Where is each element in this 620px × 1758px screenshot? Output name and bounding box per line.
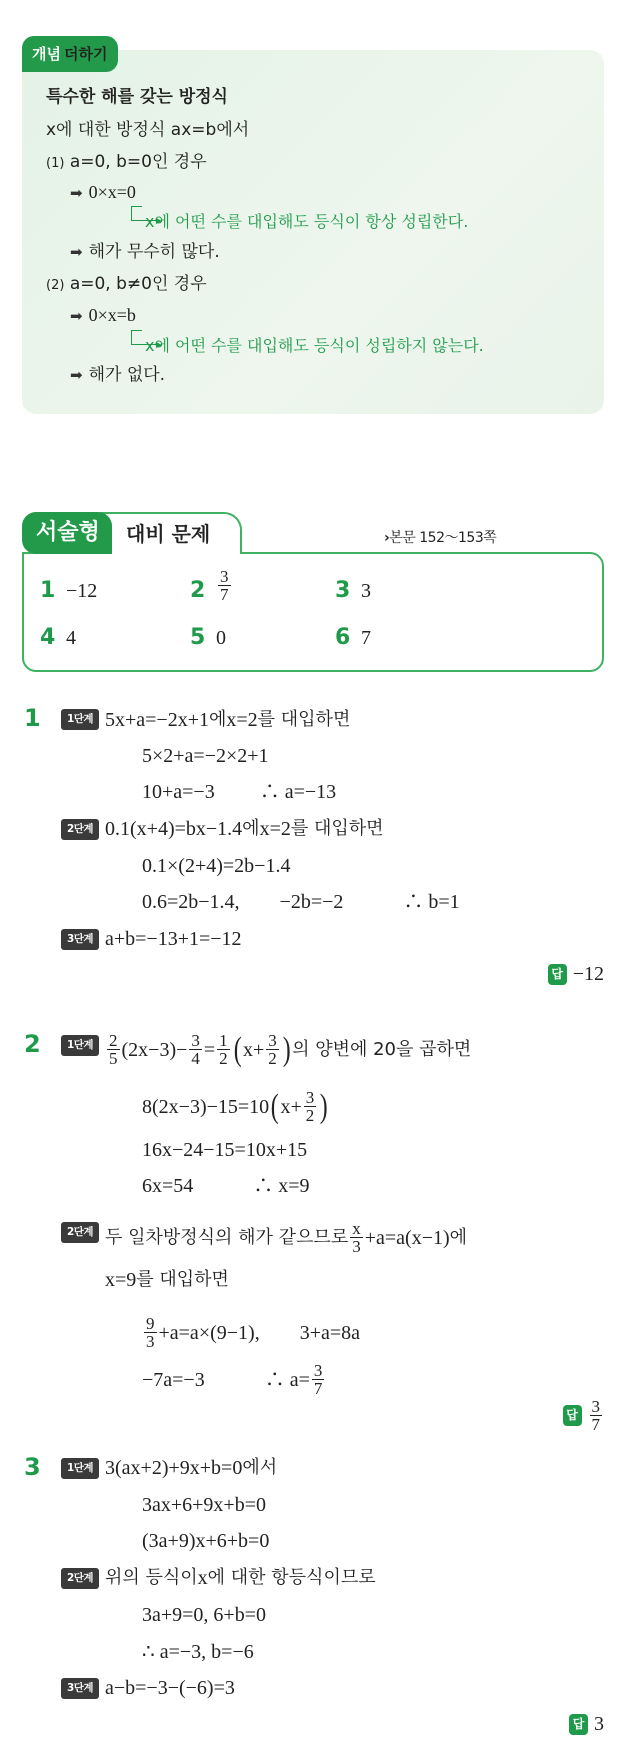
case1-result [70, 240, 220, 264]
solution-line [142, 1492, 266, 1518]
big-parenthesis: ) [282, 1030, 291, 1068]
solution-line [142, 1089, 330, 1124]
solution-line [142, 1173, 310, 1199]
answers-tab-label-1: 서술형 [22, 512, 112, 554]
solution-line [105, 1455, 277, 1481]
math-text: 3 [594, 1713, 604, 1735]
math-text: 6x=54 ∴ x=9 [142, 1175, 310, 1197]
math-text: +a=a(x−1) [364, 1226, 450, 1249]
case2-condition [46, 272, 207, 296]
final-answer [569, 1713, 604, 1736]
solution-line [142, 1137, 307, 1163]
step-badge: 3단계 [61, 929, 99, 950]
arrow-right-icon: ➡ [70, 184, 83, 202]
final-answer-value [573, 963, 604, 986]
math-text: 16x−24−15=10x+15 [142, 1139, 308, 1161]
denominator: 7 [591, 1415, 600, 1434]
korean-text: 에 대한 항등식이므로 [207, 1567, 376, 1588]
korean-text: 를 대입하면 [257, 709, 351, 730]
math-text: x [197, 1567, 208, 1589]
math-text: ∴ a=−3, b=−6 [142, 1641, 254, 1663]
numerator: 3 [220, 567, 229, 586]
answer-value [216, 568, 233, 603]
numerator: 3 [305, 1088, 315, 1107]
problem-number: 1 [24, 704, 41, 732]
denominator: 2 [305, 1106, 315, 1125]
fraction [189, 1032, 202, 1067]
case1-equation-text: 0×x=0 [88, 182, 136, 202]
fraction [218, 568, 231, 603]
answer-value: 7 [361, 627, 371, 649]
korean-text: 를 대입하면 [136, 1269, 229, 1290]
fraction [304, 1089, 317, 1124]
answer-badge: 답 [563, 1405, 582, 1426]
solution-line [105, 707, 350, 733]
big-parenthesis: ( [270, 1087, 279, 1125]
numerator: 2 [109, 1031, 118, 1050]
math-text: a−b=−3−(−6)=3 [105, 1677, 235, 1699]
answer-value: 0 [216, 627, 226, 649]
math-text: x+ [280, 1095, 302, 1118]
case2-condition-text: a=0, b≠0인 경우 [69, 274, 207, 294]
case1-equation [70, 180, 136, 204]
numerator: 1 [219, 1031, 228, 1050]
answer-number: 2 [190, 578, 206, 603]
math-text: x=9 [105, 1269, 137, 1291]
math-text: −7a=−3 ∴ a= [142, 1368, 310, 1391]
denominator: 7 [220, 585, 229, 604]
step-badge: 1단계 [61, 1458, 99, 1479]
math-text: 0.6=2b−1.4, −2b=−2 ∴ b=1 [142, 891, 460, 913]
answer-badge: 답 [548, 964, 567, 985]
answers-tab-label-2-text: 대비 문제 [126, 522, 211, 546]
solution-line [105, 1565, 376, 1591]
solution-line [105, 1267, 229, 1293]
fraction [312, 1362, 325, 1397]
math-text: 3a+9=0, 6+b=0 [142, 1604, 266, 1626]
korean-text: 위의 등식이 [105, 1567, 198, 1588]
answer-number: 3 [335, 578, 351, 603]
final-answer [548, 963, 604, 986]
concept-intro: x에 대한 방정식 ax=b에서 [46, 120, 250, 140]
solution-line [142, 1602, 266, 1628]
fraction [266, 1032, 279, 1067]
fraction [107, 1032, 120, 1067]
solution-line [105, 1032, 471, 1067]
answer-number: 4 [40, 625, 56, 650]
solution-line [105, 1675, 235, 1701]
answers-box [22, 552, 604, 672]
case2-result-text: 해가 없다. [88, 365, 166, 385]
fraction [144, 1315, 157, 1350]
solution-line [105, 816, 384, 842]
answer-number: 1 [40, 578, 56, 603]
math-text: x=2 [226, 709, 258, 731]
korean-text: 에서 [242, 1457, 278, 1478]
answer-value: 4 [66, 627, 76, 649]
final-answer-value [588, 1398, 605, 1433]
math-text: (2x−3)− [121, 1038, 188, 1061]
fraction [350, 1220, 363, 1255]
fraction [590, 1398, 603, 1433]
korean-text: 의 양변에 20을 곱하면 [292, 1038, 472, 1060]
answer-badge: 답 [569, 1714, 588, 1735]
solution-line [142, 779, 336, 805]
math-text: 5x+a=−2x+1 [105, 709, 209, 731]
math-text: 3ax+6+9x+b=0 [142, 1494, 266, 1516]
solution-line [142, 1315, 360, 1350]
math-text: 5×2+a=−2×2+1 [142, 745, 269, 767]
case2-label: (2) [46, 278, 65, 293]
case1-result-text: 해가 무수히 많다. [88, 242, 220, 262]
denominator: 5 [109, 1049, 118, 1068]
case1-condition [46, 150, 207, 174]
math-text: x=2 [259, 818, 291, 840]
case1-condition-text: a=0, b=0인 경우 [69, 152, 207, 172]
concept-title: 특수한 해를 갖는 방정식 [46, 87, 228, 107]
step-badge: 1단계 [61, 1035, 99, 1056]
denominator: 3 [146, 1332, 155, 1351]
denominator: 2 [219, 1049, 228, 1068]
math-text: (3a+9)x+6+b=0 [142, 1530, 270, 1552]
denominator: 4 [191, 1049, 200, 1068]
answer-value: 3 [361, 580, 371, 602]
final-answer [563, 1398, 605, 1433]
step-badge: 1단계 [61, 709, 99, 730]
math-text: 8(2x−3)−15=10 [142, 1095, 270, 1118]
step-badge: 2단계 [61, 1568, 99, 1589]
denominator: 2 [268, 1049, 277, 1068]
numerator: 9 [146, 1314, 155, 1333]
solution-line [105, 1220, 467, 1255]
case2-result [70, 363, 165, 387]
numerator: 3 [313, 1361, 323, 1380]
math-text: −12 [572, 963, 604, 985]
korean-text: 두 일차방정식의 해가 같으므로 [105, 1226, 349, 1248]
concept-tab [22, 36, 118, 72]
fraction [217, 1032, 230, 1067]
korean-text: 를 대입하면 [290, 818, 384, 839]
denominator: 7 [313, 1379, 323, 1398]
problem-number: 2 [24, 1030, 41, 1058]
math-text: 0.1(x+4)=bx−1.4 [105, 818, 243, 840]
arrow-right-icon: ➡ [70, 307, 83, 325]
arrow-right-icon: ➡ [70, 243, 83, 261]
concept-tab-label-2: 더하기 [63, 45, 108, 63]
solution-line [142, 853, 290, 879]
solution-line [142, 743, 269, 769]
math-text: a+b=−13+1=−12 [105, 928, 242, 950]
big-parenthesis: ) [319, 1087, 328, 1125]
answer-value: −12 [66, 580, 98, 602]
solution-line [142, 1528, 269, 1554]
korean-text: 에 [242, 818, 260, 839]
math-text: 10+a=−3 ∴ a=−13 [142, 781, 337, 803]
solution-line [142, 1362, 326, 1397]
math-text: 3(ax+2)+9x+b=0 [105, 1457, 243, 1479]
denominator: 3 [352, 1237, 361, 1256]
answer-number: 6 [335, 625, 351, 650]
final-answer-value [594, 1713, 604, 1736]
case2-note: x에 어떤 수를 대입해도 등식이 성립하지 않는다. [145, 336, 484, 355]
numerator: 3 [591, 1397, 600, 1416]
answers-tab-label-2 [100, 512, 242, 554]
solution-line [142, 889, 460, 915]
math-text: = [203, 1038, 216, 1061]
page-reference-text: 본문 152～153쪽 [389, 530, 497, 546]
arrow-right-icon: ➡ [70, 366, 83, 384]
step-badge: 2단계 [61, 819, 99, 840]
concept-tab-label-1: 개념 [32, 45, 61, 63]
answer-number: 5 [190, 625, 206, 650]
math-text: 0.1×(2+4)=2b−1.4 [142, 855, 291, 877]
numerator: 3 [191, 1031, 200, 1050]
big-parenthesis: ( [233, 1030, 242, 1068]
korean-text: 에 [449, 1226, 468, 1248]
numerator: x [352, 1219, 361, 1238]
chevron-right-icon: › [384, 530, 390, 546]
math-text: +a=a×(9−1), 3+a=8a [158, 1321, 361, 1344]
case2-equation [70, 303, 136, 327]
case2-equation-text: 0×x=b [88, 305, 136, 325]
step-badge: 3단계 [61, 1678, 99, 1699]
numerator: 3 [268, 1031, 277, 1050]
case1-note: x에 어떤 수를 대입해도 등식이 항상 성립한다. [145, 212, 469, 231]
page-reference [384, 527, 496, 547]
korean-text: 에 [209, 709, 227, 730]
case1-label: (1) [46, 156, 65, 171]
solution-line [142, 1639, 254, 1665]
math-text: x+ [243, 1038, 265, 1061]
solution-line [105, 926, 242, 952]
problem-number: 3 [24, 1453, 41, 1481]
step-badge: 2단계 [61, 1222, 99, 1243]
